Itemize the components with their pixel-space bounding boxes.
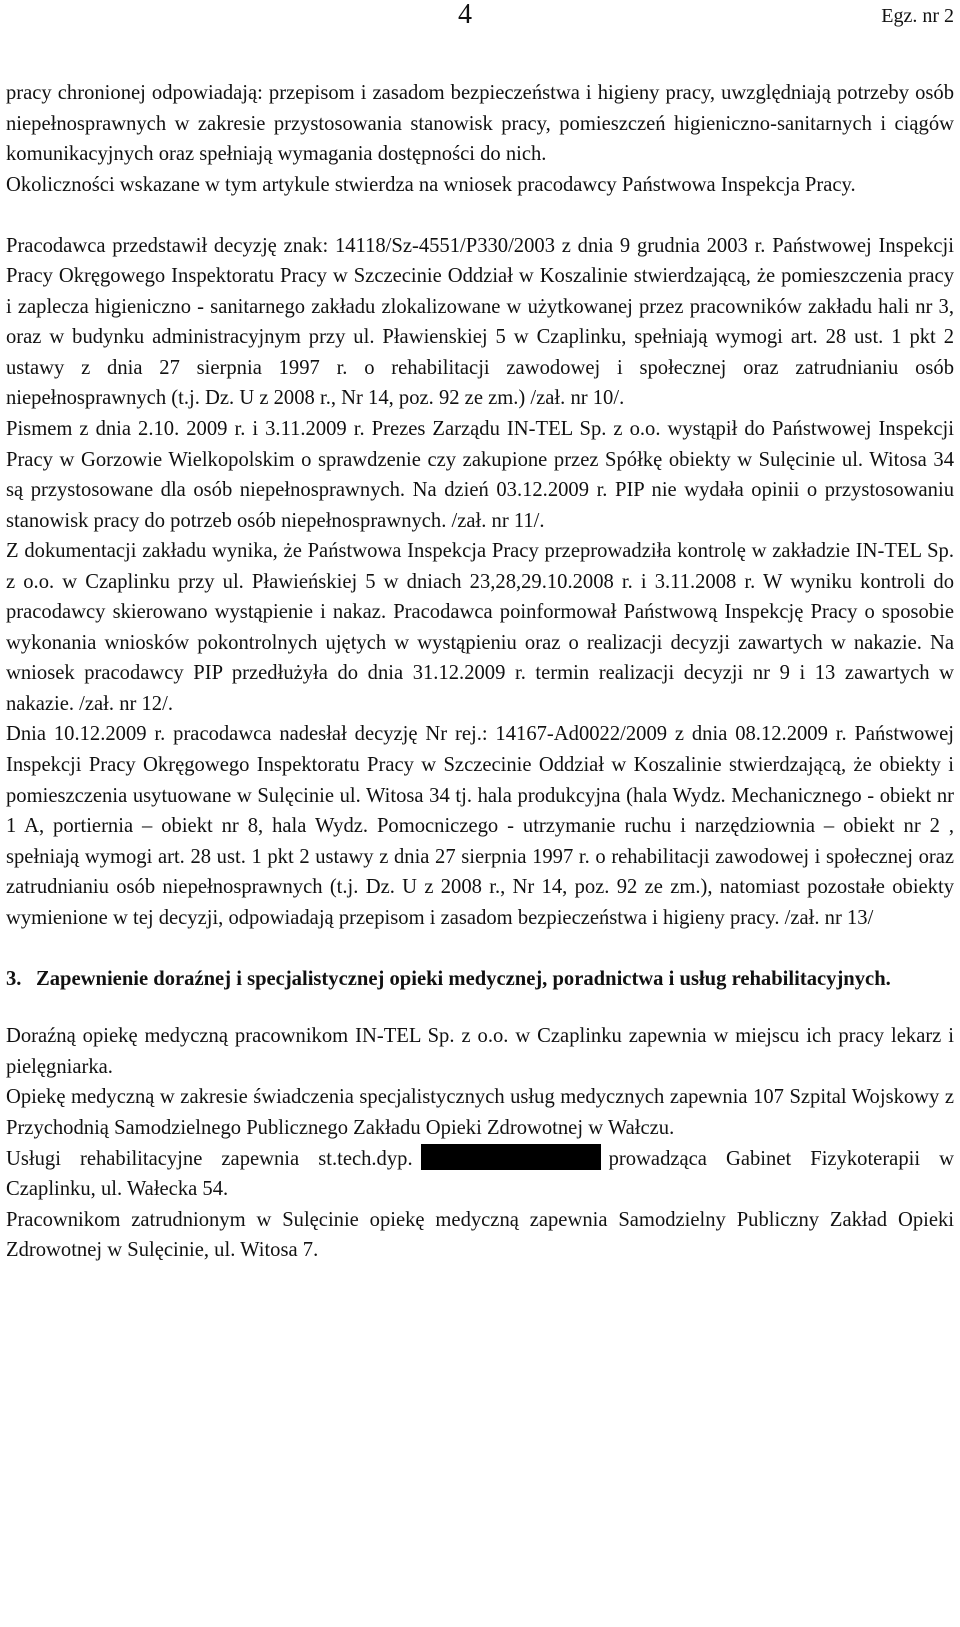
section-title: Zapewnienie doraźnej i specjalistycznej opieki medycznej, poradnictwa i usług rehabilitacyjnych. [36,967,891,990]
paragraph-emergency-care: Doraźną opiekę medyczną pracownikom IN-TEL Sp. z o.o. w Czaplinku zapewnia w miejscu ich pracy lekarz i pielęgniarka. [6,1025,954,1078]
section-heading [6,964,954,995]
paragraph-inspection-2008: Z dokumentacji zakładu wynika, że Państwowa Inspekcja Pracy przeprowadziła kontrolę w zakładzie IN-TEL Sp. z o.o. w Czaplinku przy ul. Pławieńskiej 5 w dniach 23,28,29.10.2008 r. i 3.11.2008 r. W wyniku kontroli do pracodawcy skierowano wystąpienie i nakaz. Pracodawca poinformował Państwową Inspekcję Pracy o sposobie wykonania wniosków pokontrolnych ujętych w wystąpieniu oraz o realizacji decyzji zawartych w nakazie. Na wniosek pracodawcy PIP przedłużyła do dnia 31.12.2009 r. termin realizacji decyzji nr 9 i 13 zawartych w nakazie. /zał. nr 12/. [6,540,954,715]
paragraph-inspection-note: Okoliczności wskazane w tym artykule stwierdza na wniosek pracodawcy Państwowa Inspekcja Pracy. [6,173,856,196]
redacted-name-block [421,1144,601,1170]
paragraph-conditions: pracy chronionej odpowiadają: przepisom i zasadom bezpieczeństwa i higieny pracy, uwzględniają potrzeby osób niepełnosprawnych w zakresie przystosowania stanowisk pracy, pomieszczeń higieniczno-sanitarnych i ciągów komunikacyjnych oraz spełniają wymagania dostępności do nich. [6,82,954,166]
rehab-text-after: prowadząca Gabinet Fizykoterapii w Czaplinku, ul. Wałecka 54. [6,1147,954,1201]
paragraph-specialist-care: Opiekę medyczną w zakresie świadczenia specjalistycznych usług medycznych zapewnia 107 Szpital Wojskowy z Przychodnią Samodzielnego Publicznego Zakładu Opieki Zdrowotnej w Wałczu. [6,1086,954,1139]
copy-label: Egz. nr 2 [881,5,954,27]
rehab-text-before: Usługi rehabilitacyjne zapewnia st.tech.dyp. [6,1147,413,1170]
paragraph-decision-2003: Pracodawca przedstawił decyzję znak: 14118/Sz-4551/P330/2003 z dnia 9 grudnia 2003 r. Państwowej Inspekcji Pracy Okręgowego Inspektoratu Pracy w Szczecinie Oddział w Koszalinie stwierdzającą, że pomieszczenia pracy i zaplecza higieniczno - sanitarnego zakładu zlokalizowane w użytkowanej przez pracowników zakładu hali nr 3, oraz w budynku administracyjnym przy ul. Pławienskiej 5 w Czaplinku, spełniają wymogi art. 28 ust. 1 pkt 2 ustawy z dnia 27 sierpnia 1997 r. o rehabilitacji zawodowej i społecznej oraz zatrudnianiu osób niepełnosprawnych (t.j. Dz. U z 2008 r., Nr 14, poz. 92 ze zm.) /zał. nr 10/. [6,234,954,410]
paragraph-decision-2009: Dnia 10.12.2009 r. pracodawca nadesłał decyzję Nr rej.: 14167-Ad0022/2009 z dnia 08.12.2009 r. Państwowej Inspekcji Pracy Okręgowego Inspektoratu Pracy w Szczecinie Oddział w Koszalinie stwierdzającą, że obiekty i pomieszczenia usytuowane w Sulęcinie ul. Witosa 34 tj. hala produkcyjna (hala Wydz. Mechanicznego - obiekt nr 1 A, portiernia – obiekt nr 8, hala Wydz. Pomocniczego - utrzymanie ruchu i narzędziownia – obiekt nr 2 , spełniają wymogi art. 28 ust. 1 pkt 2 ustawy z dnia 27 sierpnia 1997 r. o rehabilitacji zawodowej i społecznej oraz zatrudnianiu osób niepełnosprawnych (t.j. Dz. U z 2008 r., Nr 14, poz. 92 ze zm.), natomiast pozostałe obiekty wymienione w tej decyzji, odpowiadają przepisom i zasadom bezpieczeństwa i higieny pracy. /zał. nr 13/ [6,723,954,929]
paragraph-rehabilitation [6,1144,954,1205]
page-number: 4 [458,0,472,30]
section-number: 3. [6,967,22,990]
paragraph-sulecin-care: Pracownikom zatrudnionym w Sulęcinie opiekę medyczną zapewnia Samodzielny Publiczny Zakład Opieki Zdrowotnej w Sulęcinie, ul. Witosa 7. [6,1208,954,1262]
paragraph-letter-2009: Pismem z dnia 2.10. 2009 r. i 3.11.2009 r. Prezes Zarządu IN-TEL Sp. z o.o. wystąpił do Państwowej Inspekcji Pracy w Gorzowie Wielkopolskim o sprawdzenie czy zakupione przez Spółkę obiekty w Sulęcinie ul. Witosa 34 są przystosowane dla osób niepełnosprawnych. Na dzień 03.12.2009 r. PIP nie wydała opinii o przystosowaniu stanowisk pracy do potrzeb osób niepełnosprawnych. /zał. nr 11/. [6,417,954,532]
document-body [6,78,954,1266]
